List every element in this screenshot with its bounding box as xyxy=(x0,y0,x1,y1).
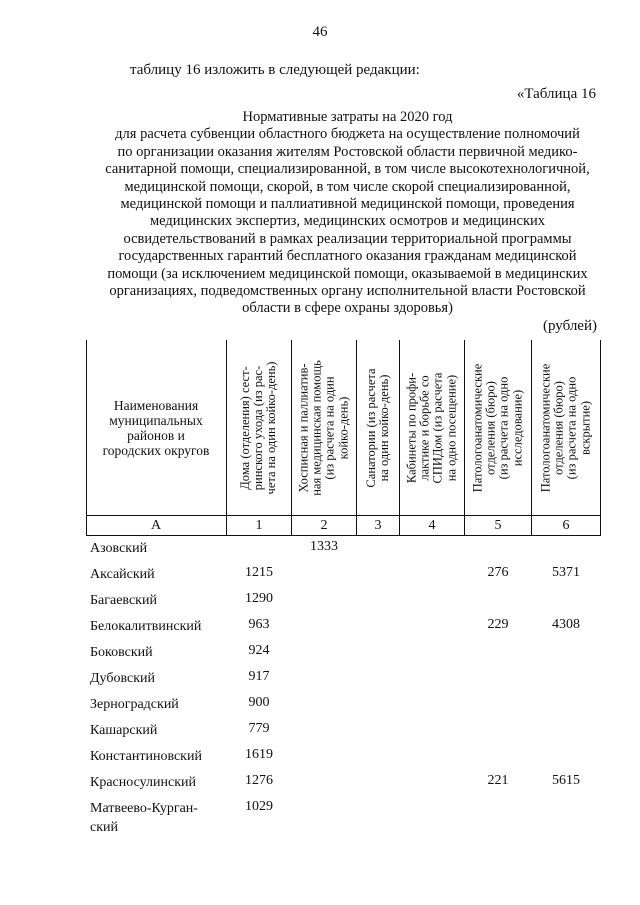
header-col-2 xyxy=(292,340,356,515)
header-line: Хосписная и паллиатив- xyxy=(296,362,311,493)
table-row xyxy=(0,643,640,667)
header-col-5 xyxy=(465,340,531,515)
header-line: ная медицинская помощь xyxy=(309,359,324,496)
header-line: Санатории (из расчета xyxy=(363,367,378,488)
district-name: Багаевский xyxy=(90,593,157,608)
title-line: медицинской помощи, скорой, в том числе скорой специализированной, xyxy=(124,178,571,195)
header-line: чета на один койко-день) xyxy=(264,361,279,494)
table-header xyxy=(86,340,601,536)
district-name: Матвеево-Курган- ский xyxy=(90,801,198,835)
cell-col-1: 963 xyxy=(248,617,270,632)
cell-col-1: 1215 xyxy=(245,565,273,580)
header-name-column xyxy=(86,340,226,515)
column-number: 3 xyxy=(374,518,382,533)
table-title xyxy=(95,109,600,318)
cell-col-2: 1333 xyxy=(310,539,338,554)
title-line: области в сфере охраны здоровья) xyxy=(242,300,453,317)
table-row xyxy=(0,591,640,615)
header-line: койко-день) xyxy=(336,396,351,459)
cell-col-5: 276 xyxy=(487,565,509,580)
title-line: государственных гарантий бесплатного оказания гражданам медицинской xyxy=(118,248,577,265)
title-line: по организации оказания жителям Ростовской области первичной медико- xyxy=(117,143,578,160)
table-row xyxy=(0,773,640,797)
grid-line xyxy=(600,340,601,536)
header-line: Кабинеты по профи- xyxy=(404,372,419,483)
district-name: Боковский xyxy=(90,645,153,660)
cell-col-5: 229 xyxy=(487,617,509,632)
header-line: СПИДом (из расчета xyxy=(431,372,445,483)
district-name: Красносулинский xyxy=(90,775,196,790)
header-line: (из расчета на одно xyxy=(497,376,511,479)
header-line: лактике и борьбе со xyxy=(417,374,432,481)
header-name-line: городских округов xyxy=(102,442,210,458)
district-name: Дубовский xyxy=(90,671,156,686)
header-line: вскрытие) xyxy=(578,400,593,455)
cell-col-1: 917 xyxy=(248,669,270,684)
table-reference: «Таблица 16 xyxy=(516,86,596,102)
district-name: Кашарский xyxy=(90,723,158,738)
header-line: Патологоанатомические xyxy=(538,363,553,492)
header-line: на одно посещение) xyxy=(444,374,459,481)
header-line: (из расчета на одно xyxy=(565,376,579,479)
column-number: 2 xyxy=(320,518,328,533)
district-name: Константиновский xyxy=(90,749,202,764)
header-col-3 xyxy=(357,340,399,515)
column-number: 5 xyxy=(494,518,502,533)
header-line: Дома (отделения) сест- xyxy=(238,365,253,490)
header-name-line: Наименования xyxy=(113,397,199,413)
title-line: санитарной помощи, специализированной, в том числе высокотехнологичной, xyxy=(105,161,590,178)
title-line: Нормативные затраты на 2020 год xyxy=(242,109,453,125)
cell-col-1: 900 xyxy=(248,695,270,710)
intro-text: таблицу 16 изложить в следующей редакции: xyxy=(130,62,420,78)
table-row xyxy=(0,565,640,589)
header-col-4 xyxy=(400,340,464,515)
unit-label: (рублей) xyxy=(542,318,597,334)
title-line: для расчета субвенции областного бюджета на осуществление полномочий xyxy=(115,126,580,143)
cell-col-1: 779 xyxy=(248,721,270,736)
cell-col-6: 4308 xyxy=(552,617,580,632)
title-line: медицинских экспертиз, медицинских осмотров и медицинских xyxy=(149,213,546,230)
title-line: организациях, подведомственных органу исполнительной власти Ростовской xyxy=(109,283,586,300)
table-row xyxy=(0,721,640,745)
cell-col-1: 1029 xyxy=(245,799,273,814)
cell-col-1: 1290 xyxy=(245,591,273,606)
header-col-6 xyxy=(532,340,600,515)
cell-col-1: 1619 xyxy=(245,747,273,762)
district-name: Аксайский xyxy=(90,567,155,582)
title-line: освидетельствований в рамках реализации территориальной программы xyxy=(123,230,572,247)
table-row xyxy=(0,747,640,771)
header-col-1 xyxy=(227,340,291,515)
district-name: Азовский xyxy=(90,541,148,556)
cell-col-5: 221 xyxy=(487,773,509,788)
header-name-line: муниципальных xyxy=(109,412,203,428)
header-line: на один койко-день) xyxy=(377,374,391,481)
title-line: помощи (за исключением медицинской помощи, оказываемой в медицинских xyxy=(107,265,588,282)
district-name: Зерноградский xyxy=(90,697,179,712)
header-line: ринского ухода (из рас- xyxy=(251,365,266,490)
column-number: 6 xyxy=(562,518,570,533)
cell-col-6: 5615 xyxy=(552,773,580,788)
table-row xyxy=(0,617,640,641)
cell-col-1: 1276 xyxy=(245,773,273,788)
table-row xyxy=(0,695,640,719)
header-line: (из расчета на один xyxy=(323,375,337,480)
header-line: исследование) xyxy=(510,389,525,466)
column-number: 1 xyxy=(255,518,263,533)
table-row xyxy=(0,799,640,843)
cell-col-6: 5371 xyxy=(552,565,580,580)
district-name: Белокалитвинский xyxy=(90,619,202,634)
header-line: Патологоанатомические xyxy=(470,363,485,492)
header-line: отделения (бюро) xyxy=(483,380,498,475)
table-row xyxy=(0,539,640,563)
header-name-line: районов и xyxy=(127,427,185,443)
column-number-name: А xyxy=(150,518,162,533)
page-number: 46 xyxy=(312,24,328,40)
cell-col-1: 924 xyxy=(248,643,270,658)
column-number: 4 xyxy=(428,518,436,533)
header-line: отделения (бюро) xyxy=(551,380,566,475)
table-row xyxy=(0,669,640,693)
title-line: медицинской помощи и паллиативной медицинской помощи, проведения xyxy=(120,196,575,213)
